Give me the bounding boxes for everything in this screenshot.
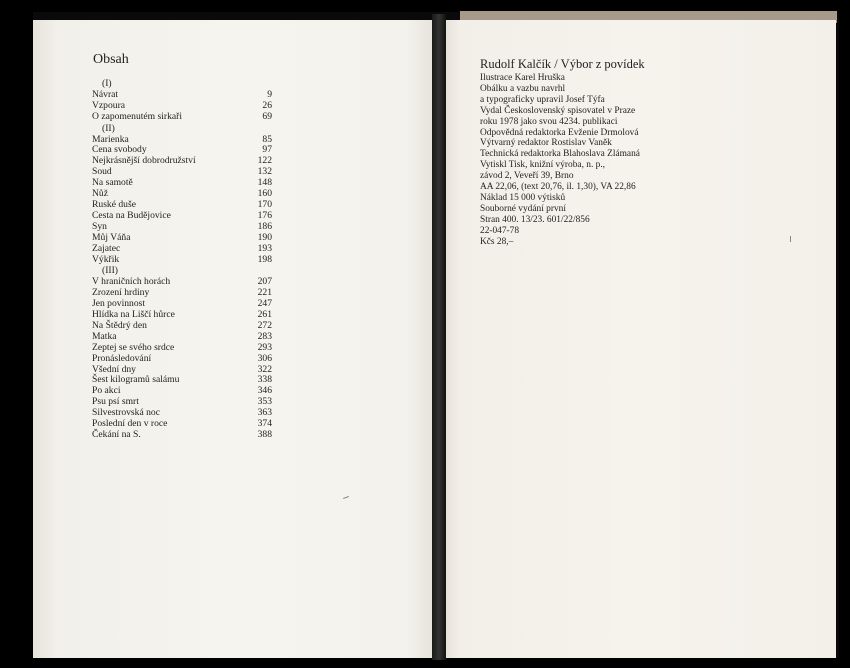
toc-entry-title: Hlídka na Liščí hůrce xyxy=(92,309,175,321)
toc-entry-page: 283 xyxy=(257,330,272,342)
imprint-line: Náklad 15 000 výtisků xyxy=(480,192,566,203)
toc-entry-title: Vzpoura xyxy=(92,99,126,111)
toc-entry-page: 207 xyxy=(257,276,272,288)
toc-entry-title: Matka xyxy=(92,330,117,342)
imprint-line: roku 1978 jako svou 4234. publikaci xyxy=(480,116,618,127)
imprint-line: Obálku a vazbu navrhl xyxy=(480,83,566,94)
toc-entry xyxy=(92,112,272,123)
imprint-line: 22-047-78 xyxy=(480,225,520,236)
toc-entry xyxy=(92,178,272,189)
toc-entry-title: Soud xyxy=(92,166,112,178)
toc-entry-page: 190 xyxy=(257,231,272,243)
page-speck xyxy=(790,236,791,242)
imprint-line: Odpovědná redaktorka Evženie Drmolová xyxy=(480,127,639,138)
toc-entry-title: Marienka xyxy=(92,133,129,145)
toc-entry-page: 122 xyxy=(257,155,272,167)
imprint-title: Rudolf Kalčík / Výbor z povídek xyxy=(480,57,645,71)
toc-section-label: (III) xyxy=(102,265,118,277)
toc-entry-title: Po akci xyxy=(92,385,121,397)
toc-entry-title: Psu psí smrt xyxy=(92,396,139,408)
toc-entry-page: 186 xyxy=(257,220,272,232)
toc-entry-title: Nůž xyxy=(92,188,108,200)
toc-entry xyxy=(92,156,272,167)
imprint-line: Technická redaktorka Blahoslava Zlámaná xyxy=(480,149,640,160)
toc-entry-page: 272 xyxy=(257,319,272,331)
toc-entry-title: Jen povinnost xyxy=(92,298,146,310)
imprint-line: a typograficky upravil Josef Týfa xyxy=(480,94,605,105)
toc-entry-page: 388 xyxy=(257,429,272,440)
toc-entry-title: Poslední den v roce xyxy=(92,418,168,430)
toc-entry-page: 176 xyxy=(257,209,272,221)
toc-entry-page: 293 xyxy=(257,341,272,353)
toc-entry-page: 198 xyxy=(257,253,272,265)
toc-entry-page: 148 xyxy=(257,177,272,189)
toc-entry-title: Nejkrásnější dobrodružství xyxy=(92,155,196,167)
toc-entry-title: Návrat xyxy=(92,88,119,100)
table-of-contents xyxy=(92,78,272,441)
toc-entry-page: 97 xyxy=(262,144,272,156)
toc-entry-title: Všední dny xyxy=(92,363,136,375)
imprint-line: Stran 400. 13/23. 601/22/856 xyxy=(480,214,590,225)
toc-entry-title: Zajatec xyxy=(92,242,121,254)
toc-entry-title: Silvestrovská noc xyxy=(92,407,160,419)
toc-entry-title: Zeptej se svého srdce xyxy=(92,341,175,353)
toc-entry-page: 363 xyxy=(257,407,272,419)
toc-entry xyxy=(92,255,272,266)
toc-entry-title: Na samotě xyxy=(92,177,133,189)
toc-entry xyxy=(92,430,272,441)
toc-entry-title: Čekání na S. xyxy=(92,429,141,440)
toc-entry xyxy=(92,233,272,244)
imprint-line: Výtvarný redaktor Rostislav Vaněk xyxy=(480,138,612,149)
imprint xyxy=(480,56,760,248)
toc-entry-page: 170 xyxy=(257,198,272,210)
book-gutter xyxy=(432,14,446,660)
toc-entry xyxy=(92,321,272,332)
imprint-line: Kčs 28,– xyxy=(480,236,514,247)
toc-entry-page: 346 xyxy=(257,385,272,397)
toc-entry-page: 261 xyxy=(257,309,272,321)
toc-title: Obsah xyxy=(93,52,129,67)
toc-entry-page: 306 xyxy=(257,352,272,364)
toc-entry-title: O zapomenutém sirkaři xyxy=(92,110,183,122)
toc-entry-page: 26 xyxy=(262,99,272,111)
toc-entry-page: 322 xyxy=(257,363,272,375)
imprint-line: Vydal Československý spisovatel v Praze xyxy=(480,105,636,116)
toc-entry-page: 160 xyxy=(257,188,272,200)
imprint-line: Souborné vydání první xyxy=(480,203,566,214)
imprint-line: AA 22,06, (text 20,76, il. 1,30), VA 22,86 xyxy=(480,182,636,193)
toc-entry-page: 85 xyxy=(262,133,272,145)
toc-entry-title: Cena svobody xyxy=(92,144,147,156)
toc-entry-page: 247 xyxy=(257,298,272,310)
toc-entry-title: Pronásledování xyxy=(92,352,152,364)
toc-entry xyxy=(92,354,272,365)
toc-entry-title: V hraničních horách xyxy=(92,276,171,288)
toc-entry xyxy=(92,211,272,222)
toc-entry-page: 338 xyxy=(257,374,272,386)
toc-entry-page: 221 xyxy=(257,287,272,299)
toc-entry-title: Zrození hrdiny xyxy=(92,287,150,299)
toc-section-label: (I) xyxy=(102,78,112,89)
imprint-lines xyxy=(480,73,760,248)
toc-entry-title: Na Štědrý den xyxy=(92,319,147,331)
toc-entry-title: Cesta na Budějovice xyxy=(92,209,171,221)
toc-entry xyxy=(92,244,272,255)
toc-entry-page: 9 xyxy=(267,88,272,100)
imprint-line: Vytiskl Tisk, knižní výroba, n. p., xyxy=(480,160,606,171)
toc-entry-page: 193 xyxy=(257,242,272,254)
toc-entry-title: Ruské duše xyxy=(92,198,136,210)
imprint-line: závod 2, Veveří 39, Brno xyxy=(480,171,574,182)
toc-entry-title: Šest kilogramů salámu xyxy=(92,374,180,386)
toc-entry-title: Syn xyxy=(92,220,107,232)
toc-entry-title: Výkřik xyxy=(92,253,120,265)
toc-entry-page: 132 xyxy=(257,166,272,178)
toc-entry-title: Můj Váňa xyxy=(92,231,131,243)
toc-section-label: (II) xyxy=(102,122,115,134)
toc-entry-page: 374 xyxy=(257,418,272,430)
toc-entry-page: 353 xyxy=(257,396,272,408)
imprint-line: Ilustrace Karel Hruška xyxy=(480,73,565,83)
toc-entry-page: 69 xyxy=(262,110,272,122)
